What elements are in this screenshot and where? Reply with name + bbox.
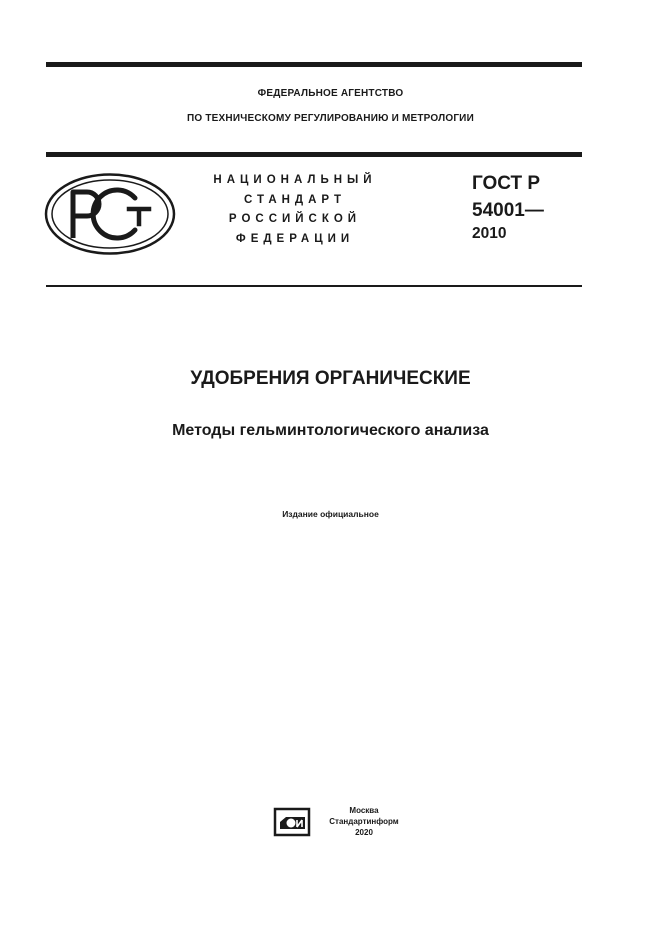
gost-year: 2010 — [472, 225, 507, 242]
gost-number: 54001— — [472, 200, 544, 221]
national-line: СТАНДАРТ — [244, 193, 346, 206]
national-line: ФЕДЕРАЦИИ — [235, 232, 355, 245]
publisher-year: 2020 — [355, 828, 373, 837]
national-standard-block — [190, 171, 400, 249]
middle-rule — [46, 152, 582, 157]
standartinform-logo-icon — [271, 807, 313, 837]
gost-code: ГОСТ Р — [472, 173, 541, 194]
edition-note: Издание официальное — [282, 509, 379, 519]
national-line: РОССИЙСКОЙ — [228, 213, 362, 225]
document-title: УДОБРЕНИЯ ОРГАНИЧЕСКИЕ — [190, 368, 471, 389]
gost-designation — [472, 170, 544, 244]
publisher-block — [318, 805, 410, 838]
bottom-rule — [46, 285, 582, 287]
top-rule — [46, 62, 582, 67]
agency-line-2: ПО ТЕХНИЧЕСКОМУ РЕГУЛИРОВАНИЮ И МЕТРОЛОГИИ — [187, 113, 474, 124]
publisher-city: Москва — [349, 806, 379, 815]
agency-line-1: ФЕДЕРАЛЬНОЕ АГЕНТСТВО — [257, 88, 404, 99]
rst-certification-mark-icon — [43, 172, 177, 256]
national-line: НАЦИОНАЛЬНЫЙ — [213, 174, 377, 186]
document-subtitle: Методы гельминтологического анализа — [172, 422, 489, 439]
publisher-name: Стандартинформ — [329, 817, 399, 826]
